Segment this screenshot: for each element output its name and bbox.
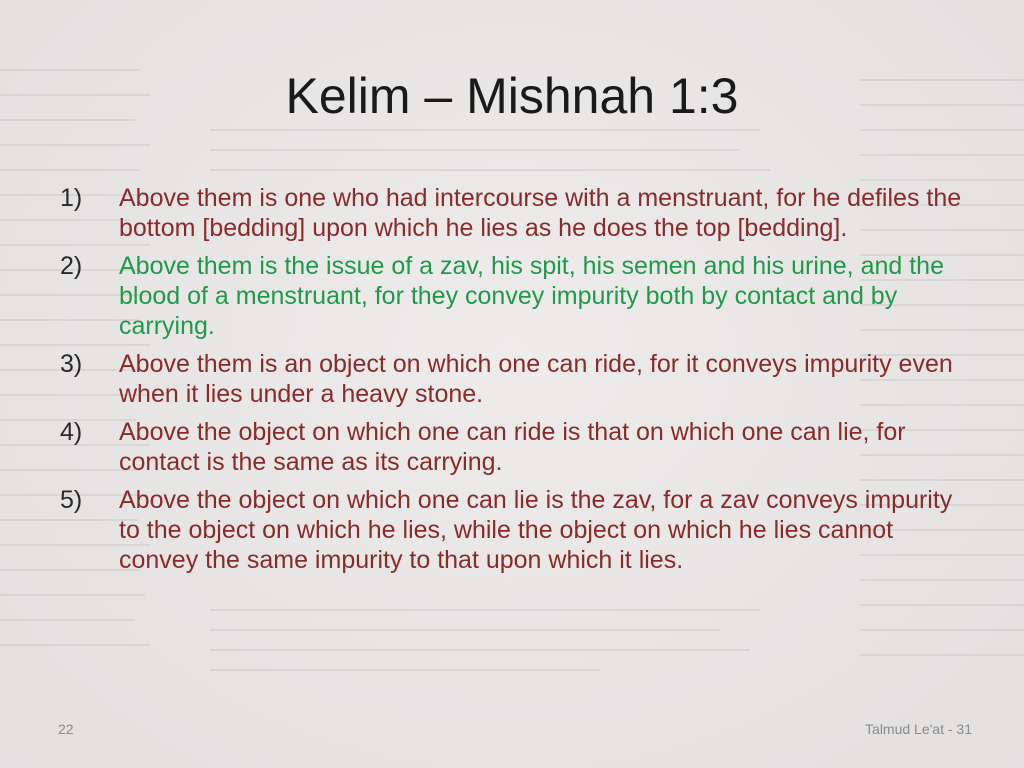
list-item (60, 417, 970, 477)
item-number: 2) (60, 252, 83, 280)
item-number: 5) (60, 486, 83, 514)
item-number: 1) (60, 184, 83, 212)
list-item (60, 183, 970, 243)
item-text: Above them is an object on which one can ride, for it conveys impurity even when it lies under a heavy stone. (119, 350, 953, 408)
item-number: 4) (60, 418, 83, 446)
footer-text: Talmud Le'at - 31 (865, 721, 972, 737)
list-item (60, 349, 970, 409)
slide-title: Kelim – Mishnah 1:3 (285, 68, 739, 124)
mishnah-list (60, 183, 970, 583)
item-number: 3) (60, 350, 83, 378)
item-text: Above the object on which one can ride is that on which one can lie, for contact is the same as its carrying. (119, 418, 906, 476)
list-item (60, 485, 970, 575)
page-number: 22 (58, 721, 74, 737)
list-item (60, 251, 970, 341)
item-text: Above them is one who had intercourse with a menstruant, for he defiles the bottom [bedding] upon which he lies as he does the top [bedding]. (119, 184, 962, 242)
item-text: Above them is the issue of a zav, his spit, his semen and his urine, and the blood of a menstruant, for they convey impurity both by contact and by carrying. (119, 252, 944, 340)
item-text: Above the object on which one can lie is the zav, for a zav conveys impurity to the object on which he lies, while the object on which he lies cannot convey the same impurity to that upon which it lies. (119, 486, 953, 574)
